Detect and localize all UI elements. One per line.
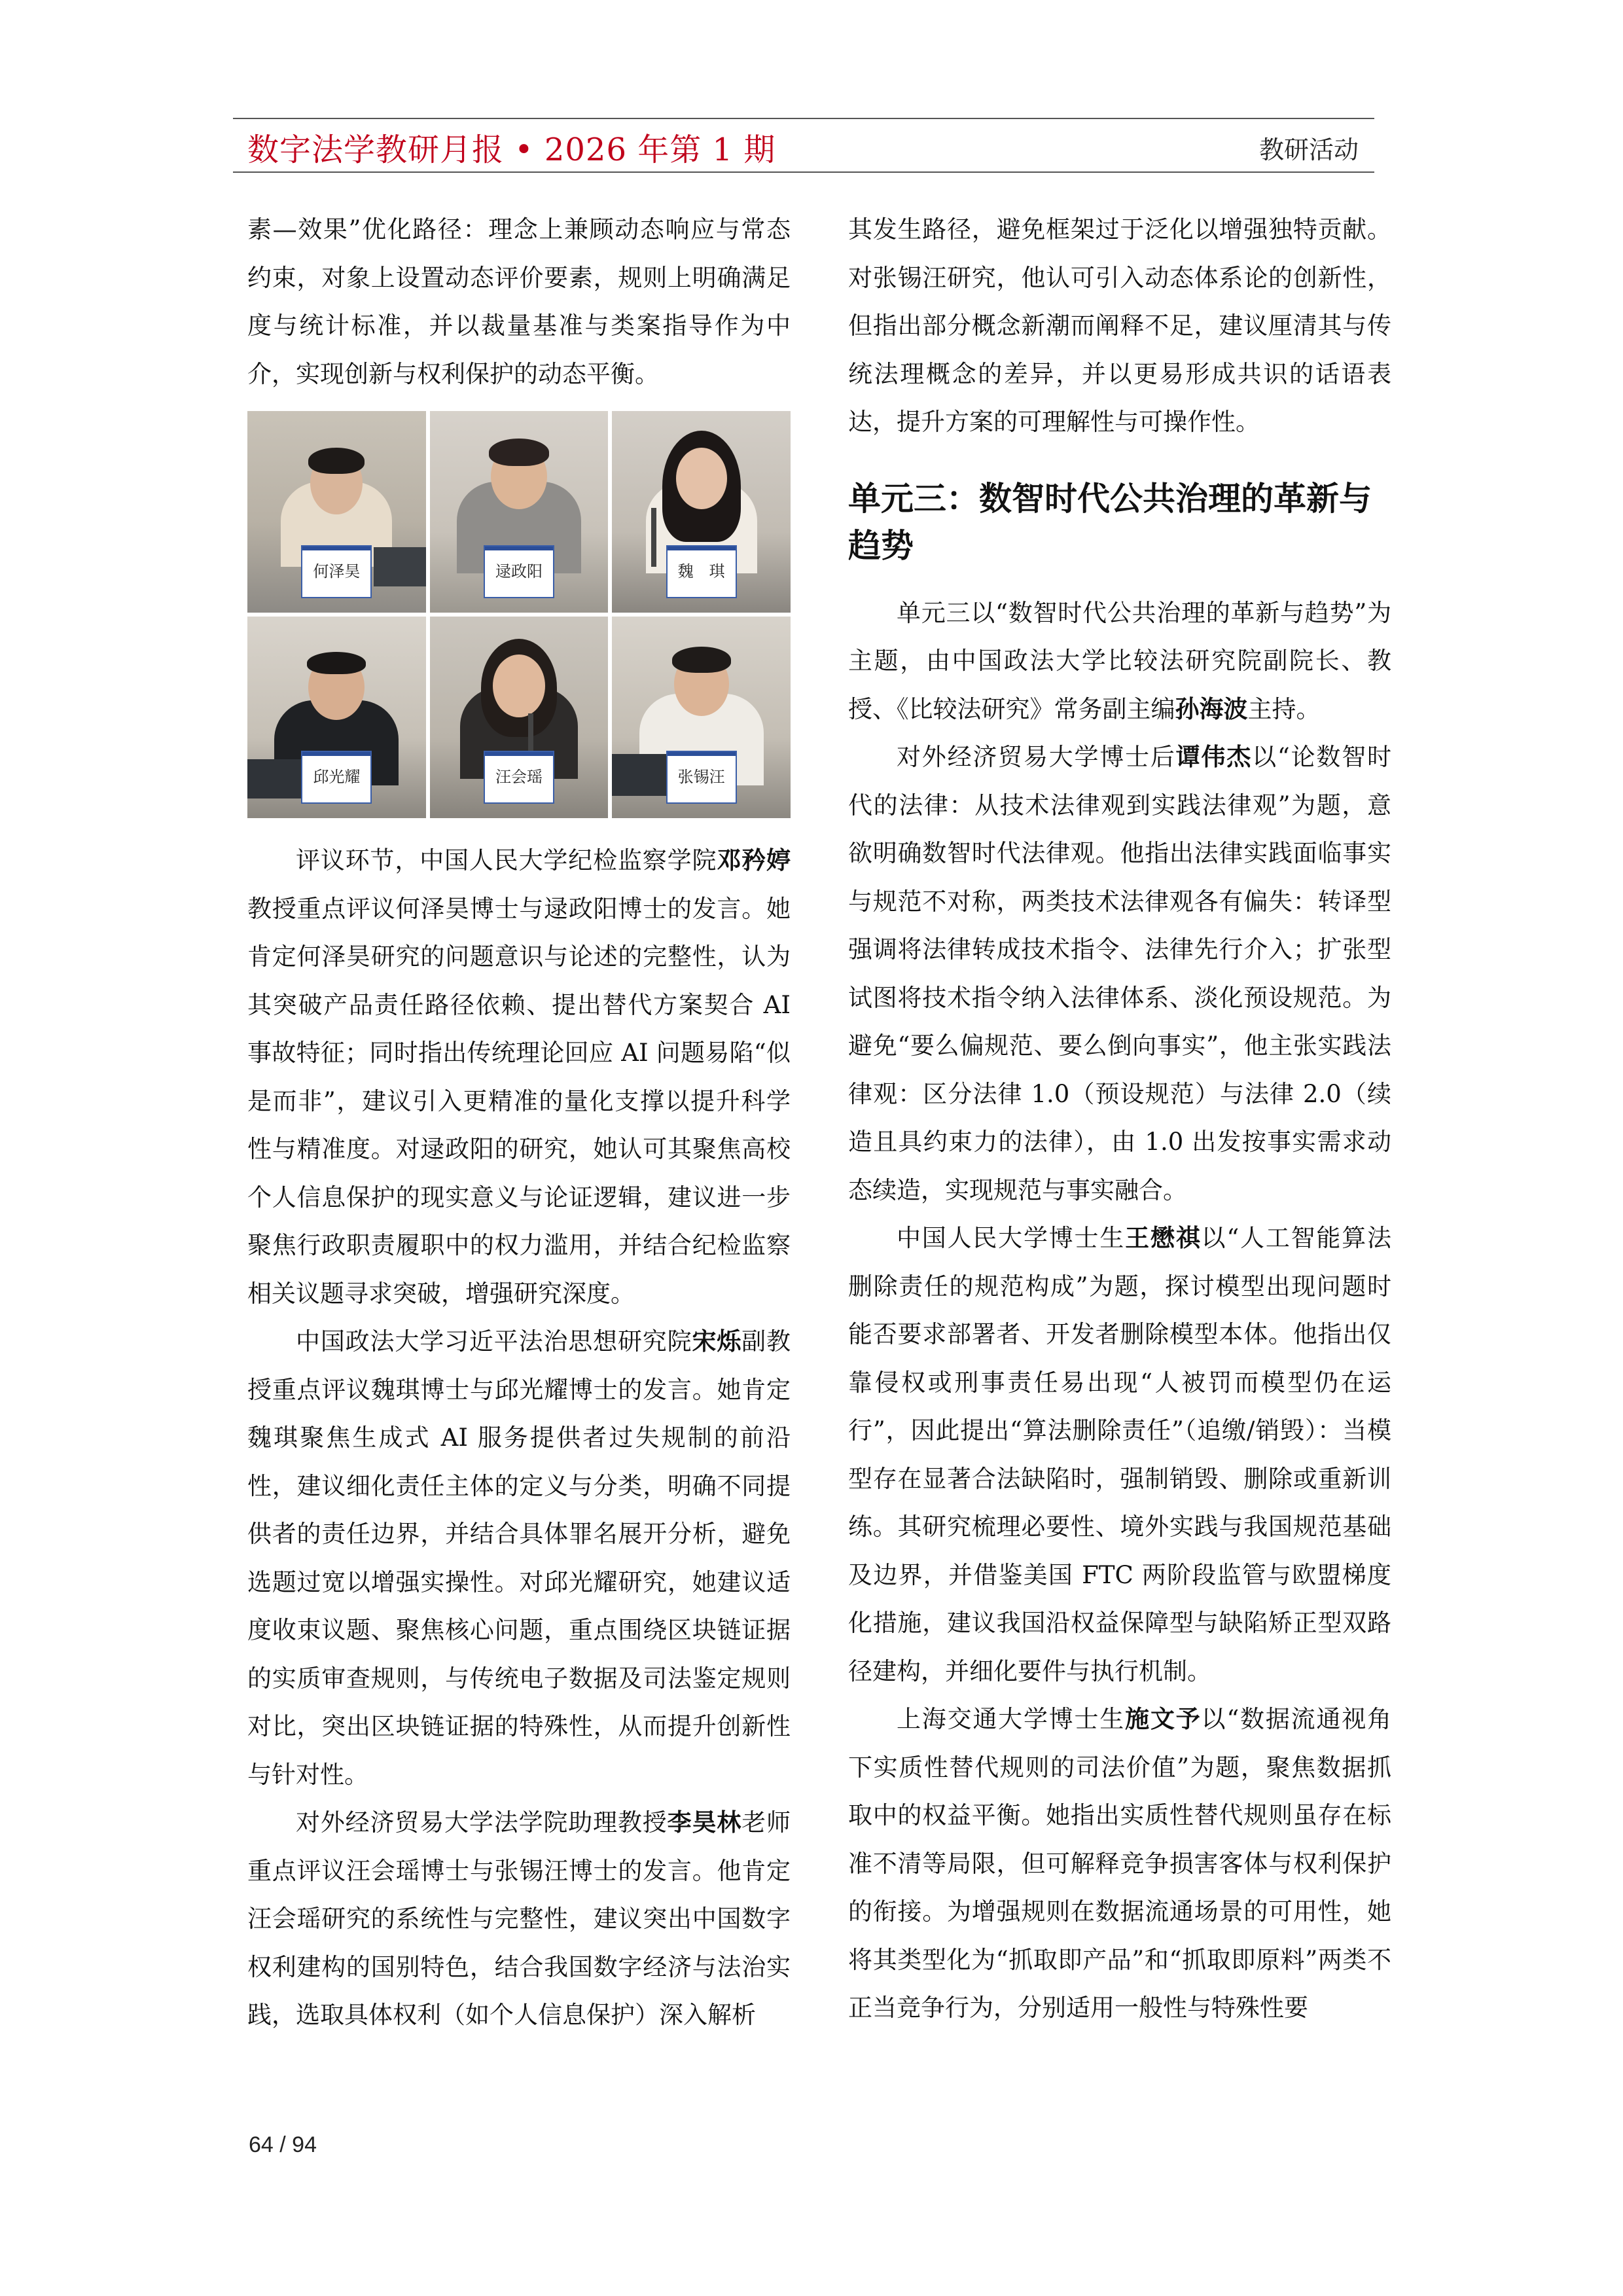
host-name: 孙海波 xyxy=(1175,694,1248,723)
paragraph: 中国人民大学博士生王懋祺以“人工智能算法删除责任的规范构成”为题，探讨模型出现问题时能否要求部署者、开发者删除模型本体。他指出仅靠侵权或刑事责任易出现“人被罚而模型仍在运行”，因此提出“算法删除责任”（追缴/销毁）：当模型存在显著合法缺陷时，强制销毁、删除或重新训练。其研究梳理必要性、境外实践与我国规范基础及边界，并借鉴美国 FTC 两阶段监管与欧盟梯度化措施，建议我国沿权益保障型与缺陷矫正型双路径建构，并细化要件与执行机制。 xyxy=(848,1224,1392,1685)
header-top-rule xyxy=(233,118,1374,119)
nameplate: 何泽昊 xyxy=(301,545,372,599)
nameplate: 张锡汪 xyxy=(666,751,737,804)
photo-collage xyxy=(247,411,791,818)
participant-photo xyxy=(430,411,609,613)
speaker-name: 王懋祺 xyxy=(1125,1224,1202,1252)
speaker-name: 施文予 xyxy=(1125,1705,1202,1733)
participant-photo xyxy=(430,617,609,818)
nameplate: 逯政阳 xyxy=(484,545,554,599)
publication-title: 数字法学教研月报 • 2026 年第 1 期 xyxy=(247,132,776,168)
paragraph: 单元三以“数智时代公共治理的革新与趋势”为主题，由中国政法大学比较法研究院副院长、教授、《比较法研究》常务副主编孙海波主持。 xyxy=(848,598,1391,723)
participant-photo xyxy=(612,411,791,613)
participant-photo xyxy=(247,617,426,818)
nameplate: 汪会瑶 xyxy=(484,751,554,804)
paragraph: 素—效果”优化路径：理念上兼顾动态响应与常态约束，对象上设置动态评价要素，规则上明确满足度与统计标准，并以裁量基准与类案指导作为中介，实现创新与权利保护的动态平衡。 xyxy=(247,215,791,388)
right-column xyxy=(848,206,1391,2032)
reviewer-name: 邓矜婷 xyxy=(717,846,791,874)
section-label: 教研活动 xyxy=(1258,135,1359,164)
paragraph: 评议环节，中国人民大学纪检监察学院邓矜婷教授重点评议何泽昊博士与逯政阳博士的发言。她肯定何泽昊研究的问题意识与论述的完整性，认为其突破产品责任路径依赖、提出替代方案契合 AI 事故特征；同时指出传统理论回应 AI 问题易陷“似是而非”，建议引入更精准的量化支撑以提升科学性与精准度。对逯政阳的研究，她认可其聚焦高校个人信息保护的现实意义与论证逻辑，建议进一步聚焦行政职责履职中的权力滥用，并结合纪检监察相关议题寻求突破，增强研究深度。 xyxy=(247,846,791,1308)
header-bottom-rule xyxy=(233,171,1374,173)
paragraph: 其发生路径，避免框架过于泛化以增强独特贡献。对张锡汪研究，他认可引入动态体系论的创新性，但指出部分概念新潮而阐释不足，建议厘清其与传统法理概念的差异，并以更易形成共识的话语表达，提升方案的可理解性与可操作性。 xyxy=(848,215,1391,436)
paragraph: 中国政法大学习近平法治思想研究院宋烁副教授重点评议魏琪博士与邱光耀博士的发言。她肯定魏琪聚焦生成式 AI 服务提供者过失规制的前沿性，建议细化责任主体的定义与分类，明确不同提供者的责任边界，并结合具体罪名展开分析，避免选题过宽以增强实操性。对邱光耀研究，她建议适度收束议题、聚焦核心问题，重点围绕区块链证据的实质审查规则，与传统电子数据及司法鉴定规则对比，突出区块链证据的特殊性，从而提升创新性与针对性。 xyxy=(247,1327,791,1789)
nameplate: 魏 琪 xyxy=(666,545,737,599)
reviewer-name: 李昊林 xyxy=(667,1808,742,1837)
speaker-name: 谭伟杰 xyxy=(1175,743,1253,771)
paragraph: 上海交通大学博士生施文予以“数据流通视角下实质性替代规则的司法价值”为题，聚焦数据抓取中的权益平衡。她指出实质性替代规则虽存在标准不清等局限，但可解释竞争损害客体与权利保护的衔接。为增强规则在数据流通场景的可用性，她将其类型化为“抓取即产品”和“抓取即原料”两类不正当竞争行为，分别适用一般性与特殊性要 xyxy=(848,1705,1392,2022)
participant-photo xyxy=(247,411,426,613)
page-number: 64 / 94 xyxy=(249,2132,317,2157)
paragraph: 对外经济贸易大学法学院助理教授李昊林老师重点评议汪会瑶博士与张锡汪博士的发言。他肯定汪会瑶研究的系统性与完整性，建议突出中国数字权利建构的国别特色，结合我国数字经济与法治实践，选取具体权利（如个人信息保护）深入解析 xyxy=(247,1808,791,2029)
section-heading: 单元三：数智时代公共治理的革新与趋势 xyxy=(848,479,1372,565)
nameplate: 邱光耀 xyxy=(301,751,372,804)
left-column xyxy=(247,206,791,2039)
reviewer-name: 宋烁 xyxy=(692,1327,742,1355)
participant-photo xyxy=(612,617,791,818)
paragraph: 对外经济贸易大学博士后谭伟杰以“论数智时代的法律：从技术法律观到实践法律观”为题，意欲明确数智时代法律观。他指出法律实践面临事实与规范不对称，两类技术法律观各有偏失：转译型强调将法律转成技术指令、法律先行介入；扩张型试图将技术指令纳入法律体系、淡化预设规范。为避免“要么偏规范、要么倒向事实”，他主张实践法律观：区分法律 1.0（预设规范）与法律 2.0（续造且具约束力的法律），由 1.0 出发按事实需求动态续造，实现规范与事实融合。 xyxy=(848,743,1392,1204)
